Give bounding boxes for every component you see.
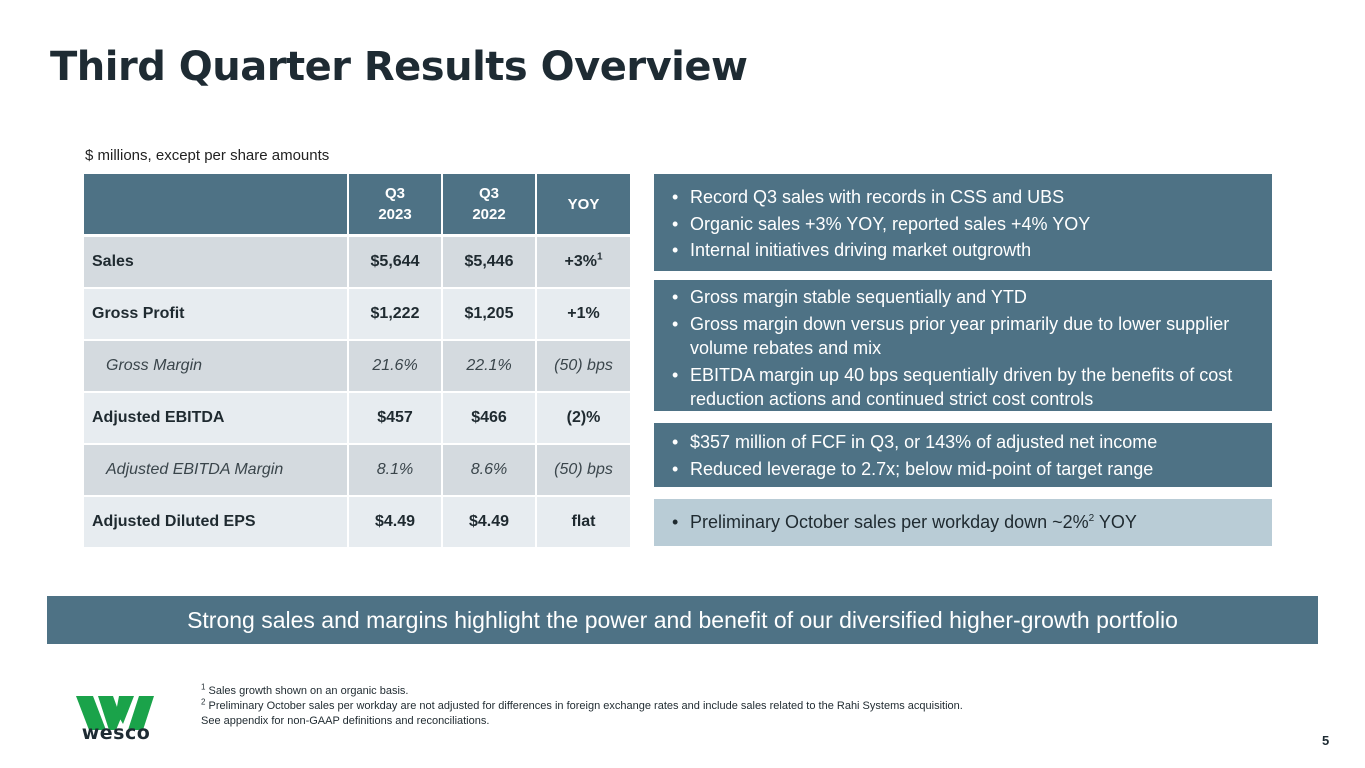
row-label: Sales: [84, 236, 348, 289]
bullet-item: • Gross margin down versus prior year primarily due to lower supplier volume rebates and mix: [668, 312, 1260, 361]
cell-yoy: (50) bps: [536, 340, 630, 392]
cell-q3-2022: $1,205: [442, 288, 536, 340]
footnote-1: $^1$ Sales growth shown on an organic basis.: [201, 682, 409, 697]
table-row: [84, 236, 630, 289]
header-empty: [84, 174, 348, 236]
bullet-item: • Organic sales +3% YOY, reported sales +4% YOY: [668, 212, 1260, 237]
cell-q3-2023: 21.6%: [348, 340, 442, 392]
cell-q3-2023: 8.1%: [348, 444, 442, 496]
footnote-ref: 2: [1088, 513, 1095, 524]
units-note: $ millions, except per share amounts: [85, 147, 330, 164]
row-label: Gross Profit: [84, 288, 348, 340]
row-label: Adjusted EBITDA: [84, 392, 348, 444]
cell-q3-2022: $5,446: [442, 236, 536, 289]
cell-q3-2022: 8.6%: [442, 444, 536, 496]
footnote-3: See appendix for non-GAAP definitions and reconciliations.: [201, 715, 490, 727]
table-row: [84, 340, 630, 392]
page-title: Third Quarter Results Overview: [50, 44, 748, 90]
bullet-item: • Gross margin stable sequentially and YTD: [668, 285, 1260, 310]
table-row: [84, 288, 630, 340]
row-label: Adjusted Diluted EPS: [84, 496, 348, 548]
table-row: [84, 392, 630, 444]
highlight-box-cashflow: [654, 423, 1272, 487]
logo-wordmark: wesco: [81, 722, 151, 744]
footnote-ref: 1: [596, 251, 603, 263]
header-q3-2022: Q3 2022: [442, 174, 536, 236]
summary-banner: Strong sales and margins highlight the power and benefit of our diversified higher-growth portfolio: [47, 596, 1318, 644]
cell-yoy: (2)%: [536, 392, 630, 444]
table-row: [84, 444, 630, 496]
bullet-item: • Record Q3 sales with records in CSS and UBS: [668, 185, 1260, 210]
highlight-box-sales: [654, 174, 1272, 271]
bullet-item: • EBITDA margin up 40 bps sequentially driven by the benefits of cost reduction actions and continued strict cost controls: [668, 363, 1260, 412]
cell-yoy: flat: [536, 496, 630, 548]
page-number: 5: [1322, 733, 1330, 748]
highlight-box-margin: [654, 280, 1272, 411]
row-label: Adjusted EBITDA Margin: [84, 444, 348, 496]
cell-q3-2023: $4.49: [348, 496, 442, 548]
cell-q3-2022: 22.1%: [442, 340, 536, 392]
cell-yoy: (50) bps: [536, 444, 630, 496]
cell-yoy: +3%$^1$: [536, 236, 630, 289]
cell-q3-2022: $4.49: [442, 496, 536, 548]
bullet-item: • Reduced leverage to 2.7x; below mid-point of target range: [668, 457, 1260, 482]
bullet-item: • Preliminary October sales per workday down ~2%$^2$ YOY: [668, 510, 1260, 535]
cell-yoy: +1%: [536, 288, 630, 340]
cell-q3-2023: $5,644: [348, 236, 442, 289]
cell-q3-2022: $466: [442, 392, 536, 444]
footnote-2: $^2$ Preliminary October sales per workday are not adjusted for differences in foreign exchange rates and include sales related to the Rahi Systems acquisition.: [201, 697, 963, 712]
header-yoy: YOY: [536, 174, 630, 236]
cell-q3-2023: $457: [348, 392, 442, 444]
bullet-item: • $357 million of FCF in Q3, or 143% of adjusted net income: [668, 430, 1260, 455]
footnotes: [201, 684, 963, 729]
results-table: [84, 174, 630, 549]
header-q3-2023: Q3 2023: [348, 174, 442, 236]
highlight-box-october: [654, 499, 1272, 546]
table-row: [84, 496, 630, 548]
cell-q3-2023: $1,222: [348, 288, 442, 340]
table-header-row: [84, 174, 630, 236]
row-label: Gross Margin: [84, 340, 348, 392]
bullet-item: • Internal initiatives driving market outgrowth: [668, 238, 1260, 263]
